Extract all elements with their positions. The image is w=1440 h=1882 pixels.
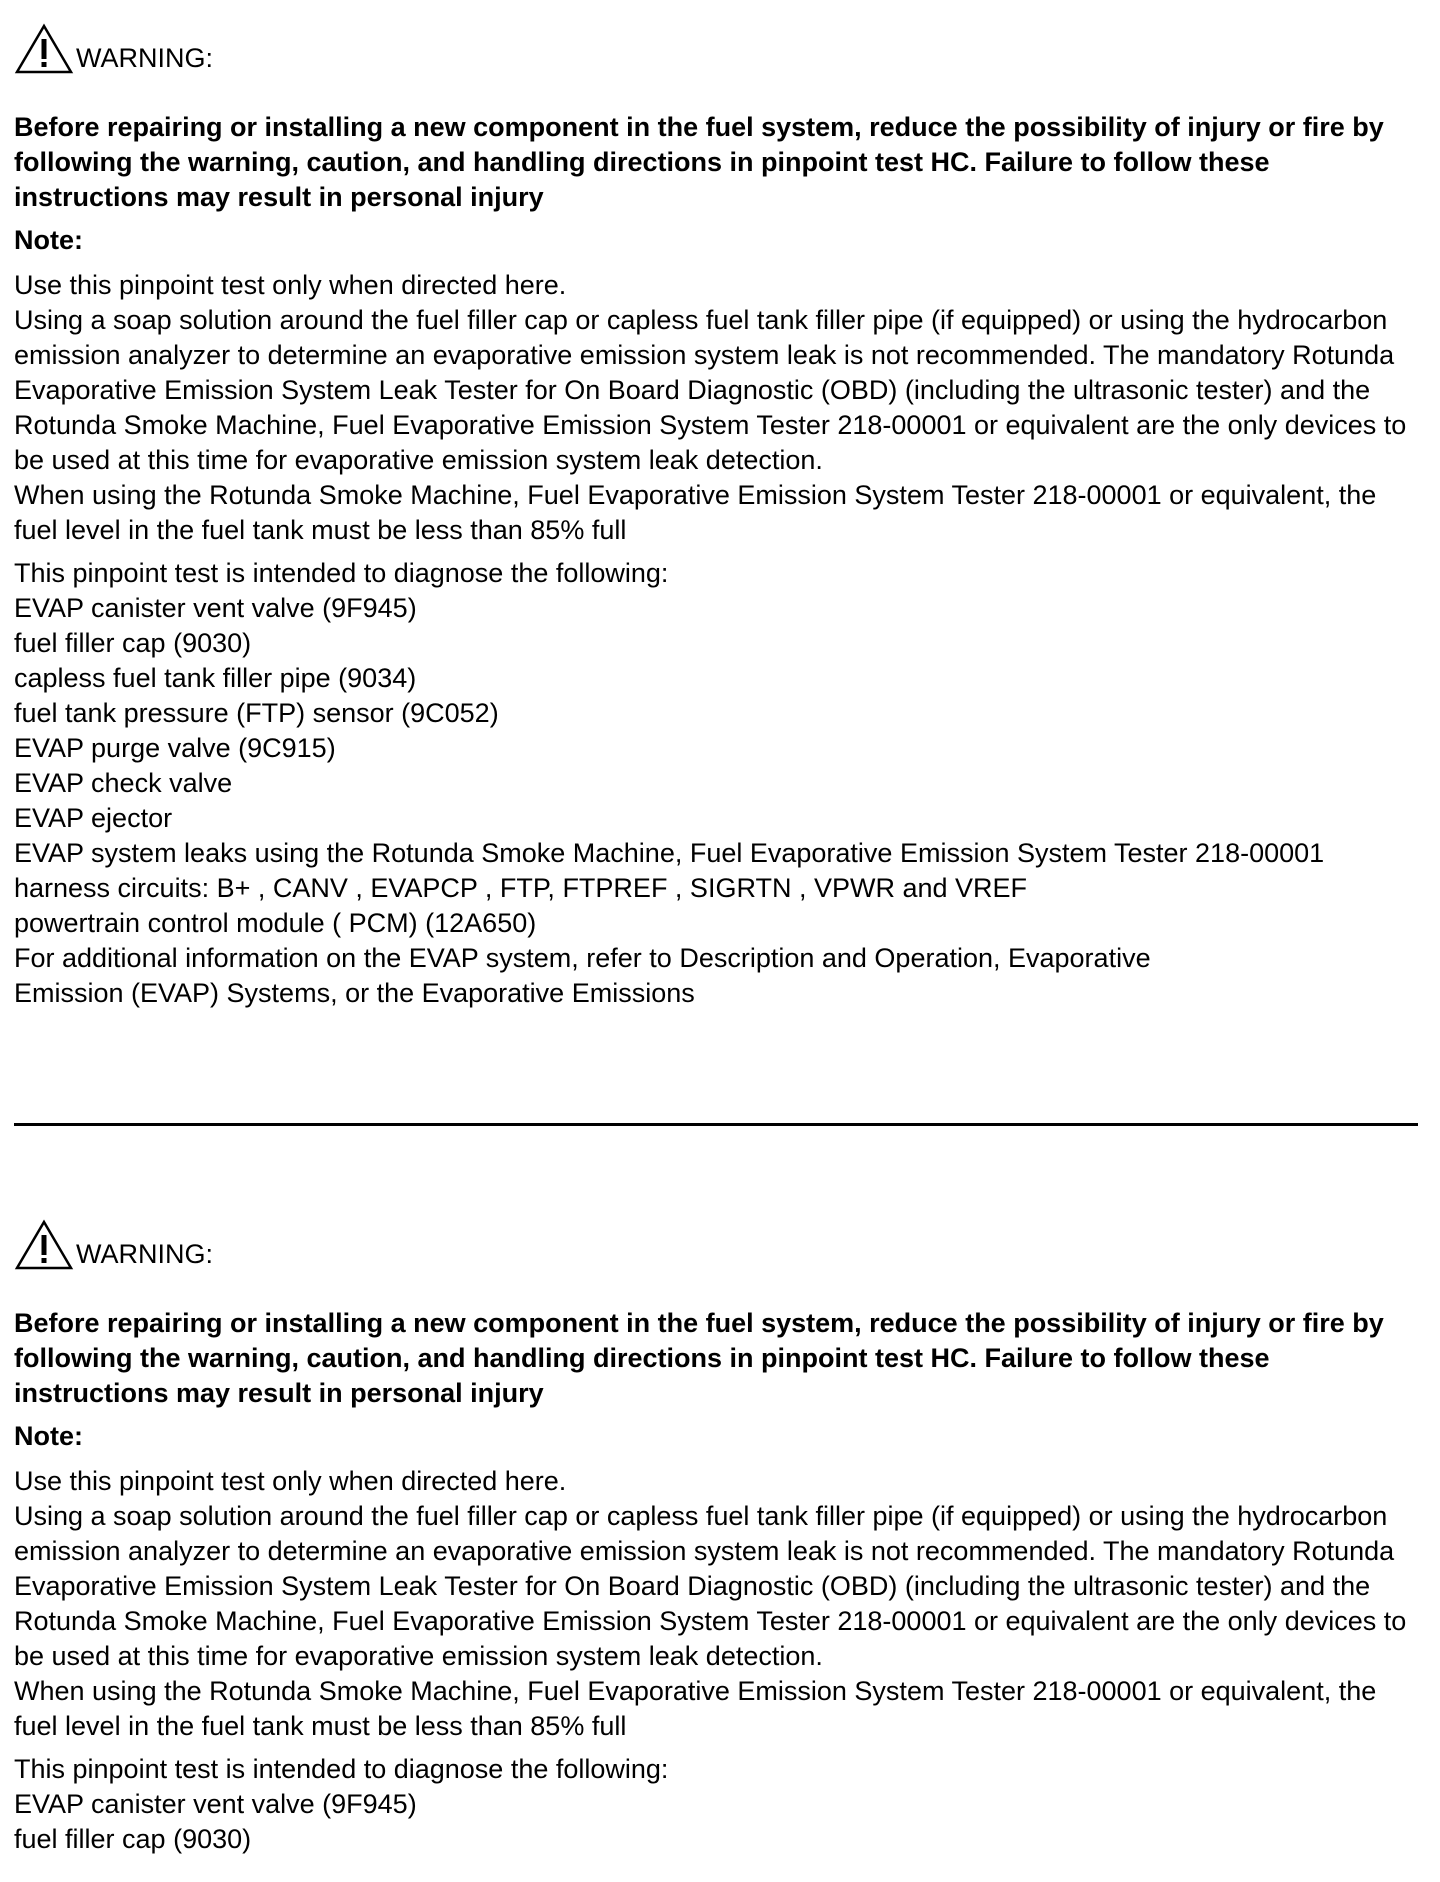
note-line: When using the Rotunda Smoke Machine, Fuel Evaporative Emission System Tester 218-00001 or equivalent, the fuel level in the fuel tank must be less than 85% full: [14, 1676, 1377, 1741]
warning-section-1: [14, 0, 1426, 1011]
warning-section-2: [14, 1196, 1426, 1857]
diagnose-list: [14, 1752, 1426, 1857]
diagnose-item: Emission (EVAP) Systems, or the Evaporative Emissions: [14, 978, 695, 1008]
warning-label: WARNING:: [76, 1239, 213, 1269]
warning-text: Before repairing or installing a new component in the fuel system, reduce the possibility of injury or fire by following the warning, caution, and handling directions in pinpoint test HC. Failure to follow these instructions may result in personal injury: [14, 1308, 1384, 1408]
note-line: Using a soap solution around the fuel filler cap or capless fuel tank filler pipe (if equipped) or using the hydrocarbon emission analyzer to determine an evaporative emission system leak is not recommended. The mandatory Rotunda Evaporative Emission System Leak Tester for On Board Diagnostic (OBD) (including the ultrasonic tester) and the Rotunda Smoke Machine, Fuel Evaporative Emission System Tester 218-00001 or equivalent are the only devices to be used at this time for evaporative emission system leak detection.: [14, 1501, 1407, 1671]
diagnose-item: fuel filler cap (9030): [14, 628, 252, 658]
diagnose-item: EVAP system leaks using the Rotunda Smoke Machine, Fuel Evaporative Emission System Tester 218-00001: [14, 838, 1325, 868]
warning-header: [14, 0, 1426, 76]
note-body: [14, 1464, 1426, 1744]
diagnose-item: powertrain control module ( PCM) (12A650): [14, 908, 537, 938]
diagnose-item: harness circuits: B+ , CANV , EVAPCP , FTP, FTPREF , SIGRTN , VPWR and VREF: [14, 873, 1028, 903]
diagnose-item: fuel tank pressure (FTP) sensor (9C052): [14, 698, 499, 728]
warning-label: WARNING:: [76, 43, 213, 73]
diagnose-item: EVAP check valve: [14, 768, 233, 798]
note-line: Use this pinpoint test only when directed here.: [14, 1466, 567, 1496]
diagnose-intro: This pinpoint test is intended to diagnose the following:: [14, 558, 669, 588]
warning-text: Before repairing or installing a new component in the fuel system, reduce the possibility of injury or fire by following the warning, caution, and handling directions in pinpoint test HC. Failure to follow these instructions may result in personal injury: [14, 112, 1384, 212]
diagnose-item: EVAP canister vent valve (9F945): [14, 1789, 417, 1819]
section-divider: [14, 1123, 1418, 1126]
note-body: [14, 268, 1426, 548]
note-label: Note:: [14, 225, 83, 255]
diagnose-list: [14, 556, 1426, 1011]
note-line: Using a soap solution around the fuel filler cap or capless fuel tank filler pipe (if equipped) or using the hydrocarbon emission analyzer to determine an evaporative emission system leak is not recommended. The mandatory Rotunda Evaporative Emission System Leak Tester for On Board Diagnostic (OBD) (including the ultrasonic tester) and the Rotunda Smoke Machine, Fuel Evaporative Emission System Tester 218-00001 or equivalent are the only devices to be used at this time for evaporative emission system leak detection.: [14, 305, 1407, 475]
warning-header: [14, 1196, 1426, 1272]
diagnose-item: EVAP ejector: [14, 803, 173, 833]
note-line: Use this pinpoint test only when directed here.: [14, 270, 567, 300]
document-page: [14, 0, 1426, 1011]
warning-triangle-icon: [14, 1218, 74, 1272]
note-line: When using the Rotunda Smoke Machine, Fuel Evaporative Emission System Tester 218-00001 or equivalent, the fuel level in the fuel tank must be less than 85% full: [14, 480, 1377, 545]
warning-triangle-icon: [14, 22, 74, 76]
diagnose-intro: This pinpoint test is intended to diagnose the following:: [14, 1754, 669, 1784]
diagnose-item: For additional information on the EVAP system, refer to Description and Operation, Evaporative: [14, 943, 1151, 973]
diagnose-item: capless fuel tank filler pipe (9034): [14, 663, 417, 693]
diagnose-item: EVAP purge valve (9C915): [14, 733, 336, 763]
document-page-2: [14, 1196, 1426, 1857]
diagnose-item: EVAP canister vent valve (9F945): [14, 593, 417, 623]
diagnose-item: fuel filler cap (9030): [14, 1824, 252, 1854]
note-label: Note:: [14, 1421, 83, 1451]
